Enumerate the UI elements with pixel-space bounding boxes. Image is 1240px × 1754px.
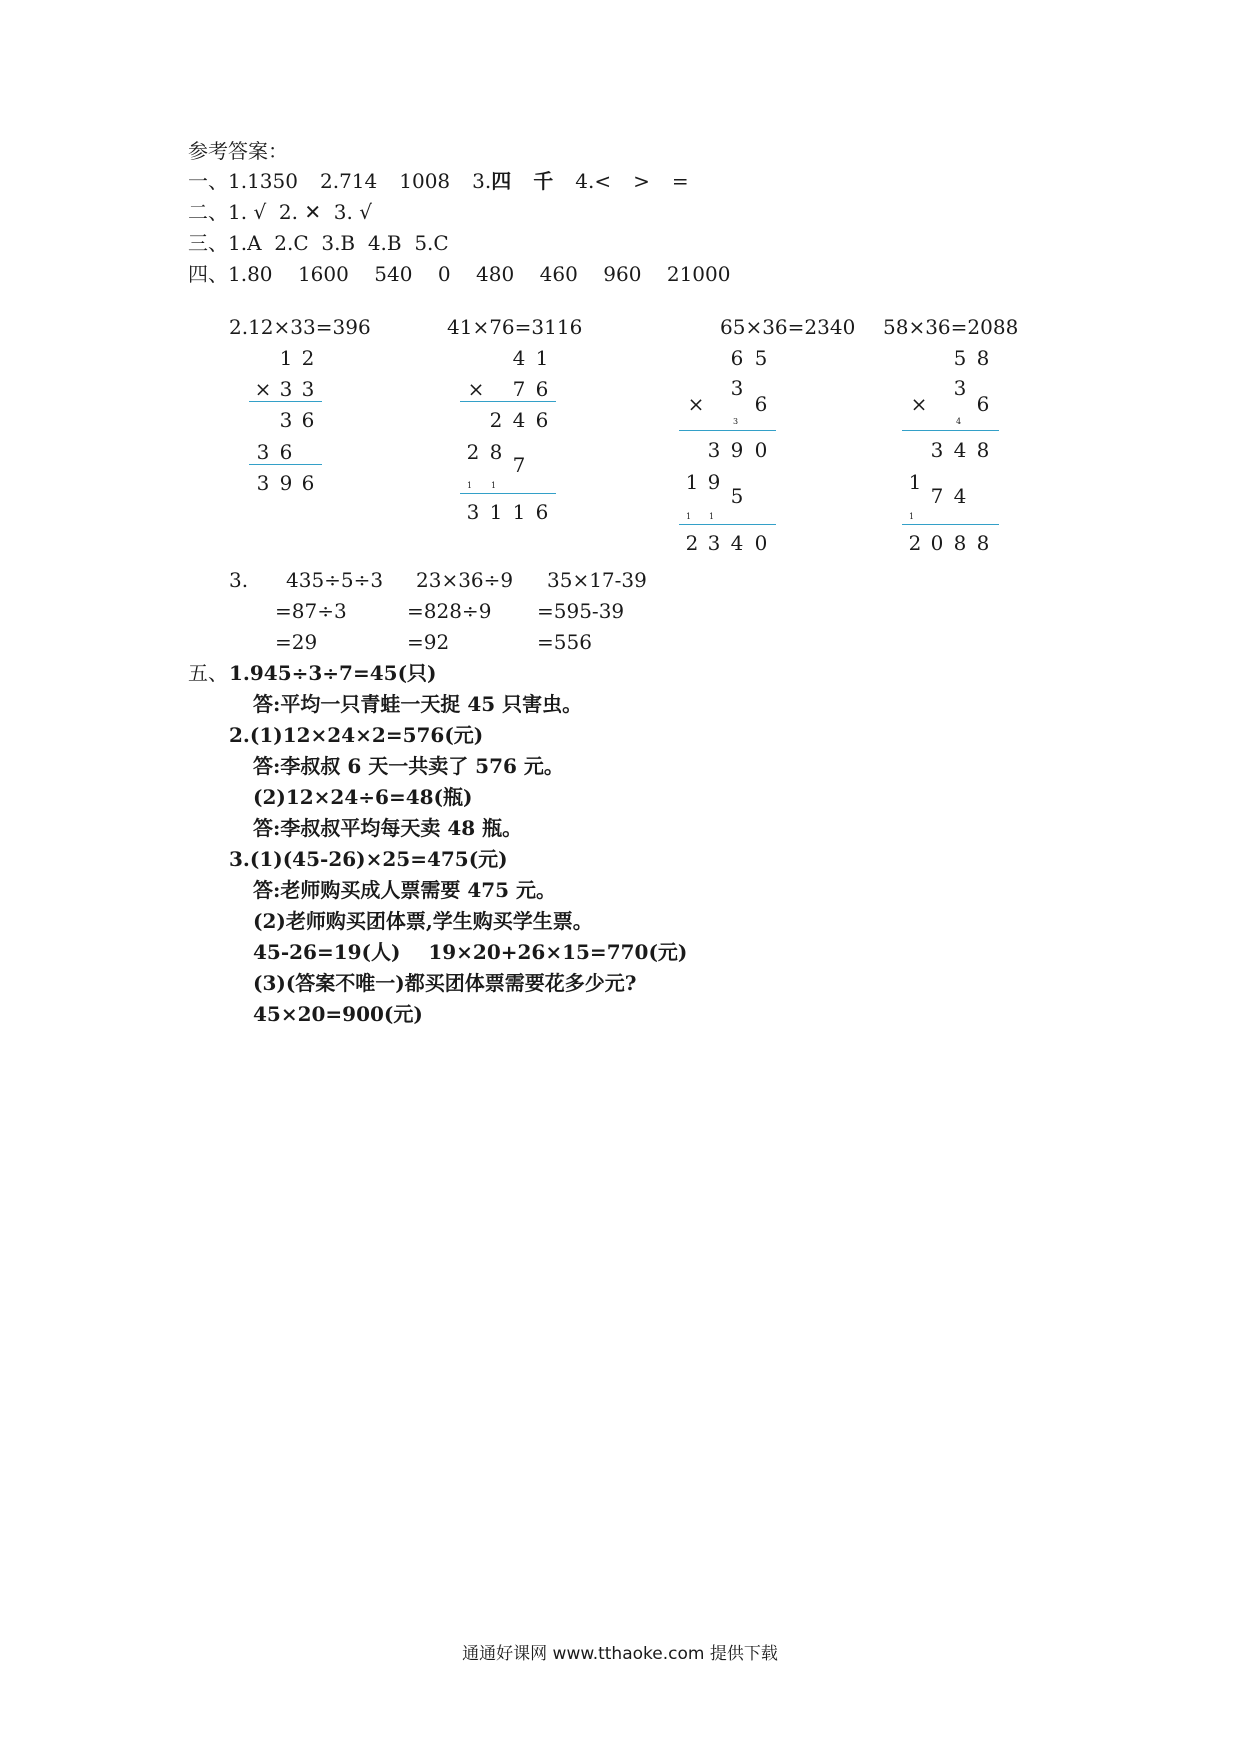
section-3-answers: 1.A 2.C 3.B 4.B 5.C xyxy=(228,231,449,255)
digit: 6 xyxy=(754,392,768,416)
s5-line-7: 3.(1)(45-26)×25=475(元) xyxy=(229,847,508,871)
q3-col2-line1: 23×36÷9 xyxy=(416,568,514,592)
digit: 9 xyxy=(707,470,721,494)
s5-line-11: (3)(答案不唯一)都买团体票需要花多少元? xyxy=(253,971,637,995)
answer-1-3-word2: 千 xyxy=(533,169,554,193)
carry-digit: 4 xyxy=(956,417,962,426)
digit: 9 xyxy=(730,438,744,462)
digit: 8 xyxy=(489,440,503,464)
digit: 2 xyxy=(908,531,922,555)
digit: 5 xyxy=(730,484,744,508)
digit: 8 xyxy=(976,346,990,370)
digit: 1 xyxy=(535,346,549,370)
digit: 6 xyxy=(535,500,549,524)
section-2-answers: 1. √ 2. ✕ 3. √ xyxy=(228,200,372,224)
digit: 3 xyxy=(930,438,944,462)
section-4-q1 xyxy=(188,262,730,286)
digit: 3 xyxy=(256,440,270,464)
s5-line-3: 2.(1)12×24×2=576(元) xyxy=(229,723,484,747)
carry-digit: 1 xyxy=(491,481,497,490)
digit: 1 xyxy=(908,470,922,494)
equation-2: 41×76=3116 xyxy=(447,315,583,339)
digit: 3 xyxy=(256,471,270,495)
digit: 9 xyxy=(279,471,293,495)
digit: 3 xyxy=(466,500,480,524)
section-2-num: 二、 xyxy=(188,200,228,224)
digit: 3 xyxy=(301,377,315,401)
rule xyxy=(679,430,776,431)
digit: 7 xyxy=(512,453,526,477)
s5-line-1: 1.945÷3÷7=45(只) xyxy=(229,661,437,685)
section-3 xyxy=(188,231,449,255)
section-4-num: 四、 xyxy=(188,262,228,286)
digit: 3 xyxy=(707,438,721,462)
digit: 1 xyxy=(279,346,293,370)
rule xyxy=(249,401,322,402)
digit: 2 xyxy=(685,531,699,555)
digit: 2 xyxy=(489,408,503,432)
digit: 1 xyxy=(512,500,526,524)
section-1-num: 一、 xyxy=(188,169,228,193)
digit: 6 xyxy=(535,377,549,401)
q3-col2-line3: =92 xyxy=(407,630,450,654)
digit: 3 xyxy=(730,376,744,400)
digit: 4 xyxy=(953,438,967,462)
digit: 4 xyxy=(512,408,526,432)
answer-1-2b: 1008 xyxy=(399,169,451,193)
rule xyxy=(902,524,999,525)
answer-1-2: 2.714 xyxy=(319,169,378,193)
carry-digit: 1 xyxy=(467,481,473,490)
digit: 3 xyxy=(707,531,721,555)
digit: 8 xyxy=(976,438,990,462)
digit: 6 xyxy=(535,408,549,432)
rule xyxy=(460,401,556,402)
section-5-num: 五、 xyxy=(188,661,228,685)
digit: 7 xyxy=(930,484,944,508)
s5-line-6: 答:李叔叔平均每天卖 48 瓶。 xyxy=(253,816,523,840)
carry-digit: 1 xyxy=(709,512,715,521)
digit: 6 xyxy=(976,392,990,416)
carry-digit: 1 xyxy=(686,512,692,521)
section-1 xyxy=(188,169,689,193)
q3-label: 3. xyxy=(229,568,249,592)
digit: 0 xyxy=(754,438,768,462)
answer-1-4b: > xyxy=(633,169,650,193)
digit: 7 xyxy=(512,377,526,401)
s5-line-5: (2)12×24÷6=48(瓶) xyxy=(253,785,473,809)
s5-line-9: (2)老师购买团体票,学生购买学生票。 xyxy=(253,909,593,933)
answer-1-4c: = xyxy=(671,169,689,193)
answer-1-3-word1: 四 xyxy=(491,169,512,193)
multiply-sign: × xyxy=(254,377,272,401)
digit: 5 xyxy=(754,346,768,370)
digit: 6 xyxy=(301,408,315,432)
carry-digit: 1 xyxy=(909,512,915,521)
digit: 6 xyxy=(279,440,293,464)
footer-credit: 通通好课网 www.tthaoke.com 提供下载 xyxy=(462,1644,778,1664)
answer-1-4: 4.< xyxy=(575,169,612,193)
s5-line-2: 答:平均一只青蛙一天捉 45 只害虫。 xyxy=(253,692,583,716)
section-4-q1-answers: 1.80 1600 540 0 480 460 960 21000 xyxy=(228,262,731,286)
digit: 4 xyxy=(730,531,744,555)
answer-1-3: 3. xyxy=(472,169,492,193)
digit: 2 xyxy=(466,440,480,464)
digit: 3 xyxy=(279,377,293,401)
q3-col2-line2: =828÷9 xyxy=(407,599,492,623)
multiply-sign: × xyxy=(687,392,705,416)
equation-1: 2.12×33=396 xyxy=(229,315,371,339)
rule xyxy=(460,493,556,494)
digit: 6 xyxy=(730,346,744,370)
multiply-sign: × xyxy=(910,392,928,416)
digit: 3 xyxy=(279,408,293,432)
q3-col3-line2: =595-39 xyxy=(537,599,625,623)
section-2 xyxy=(188,200,372,224)
carry-digit: 3 xyxy=(733,417,739,426)
equation-4: 58×36=2088 xyxy=(883,315,1019,339)
digit: 4 xyxy=(512,346,526,370)
digit: 1 xyxy=(685,470,699,494)
rule xyxy=(902,430,999,431)
digit: 8 xyxy=(953,531,967,555)
q3-col1-line2: =87÷3 xyxy=(275,599,347,623)
digit: 5 xyxy=(953,346,967,370)
q3-col3-line3: =556 xyxy=(537,630,592,654)
multiply-sign: × xyxy=(467,377,485,401)
digit: 1 xyxy=(489,500,503,524)
q3-col1-line3: =29 xyxy=(275,630,318,654)
digit: 8 xyxy=(976,531,990,555)
q3-col1-line1: 435÷5÷3 xyxy=(286,568,384,592)
digit: 4 xyxy=(953,484,967,508)
s5-line-10: 45-26=19(人) 19×20+26×15=770(元) xyxy=(253,940,688,964)
digit: 0 xyxy=(930,531,944,555)
answer-1-1: 1.1350 xyxy=(228,169,298,193)
q3-col3-line1: 35×17-39 xyxy=(547,568,647,592)
s5-line-4: 答:李叔叔 6 天一共卖了 576 元。 xyxy=(253,754,564,778)
s5-line-8: 答:老师购买成人票需要 475 元。 xyxy=(253,878,557,902)
digit: 2 xyxy=(301,346,315,370)
rule xyxy=(679,524,776,525)
digit: 6 xyxy=(301,471,315,495)
s5-line-12: 45×20=900(元) xyxy=(253,1002,423,1026)
rule xyxy=(249,464,322,465)
digit: 3 xyxy=(953,376,967,400)
equation-3: 65×36=2340 xyxy=(720,315,856,339)
digit: 0 xyxy=(754,531,768,555)
page-title: 参考答案： xyxy=(188,139,288,163)
section-3-num: 三、 xyxy=(188,231,228,255)
